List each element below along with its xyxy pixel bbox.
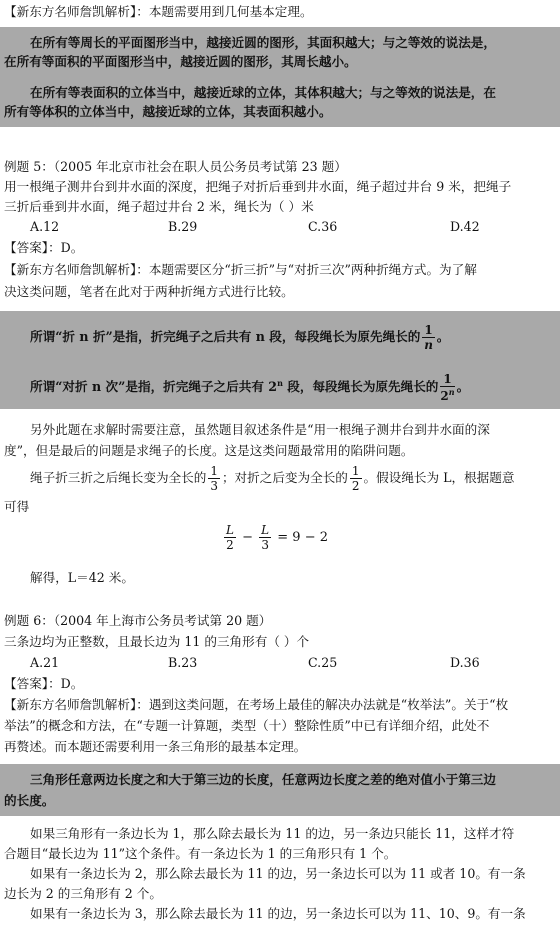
option-b: B.23 (168, 655, 198, 670)
solution: 解得，L＝42 米。 (30, 570, 134, 585)
fraction: $\frac{1}{n}$ (424, 323, 433, 352)
paragraph: 边长为 2 的三角形有 2 个。 (4, 886, 162, 901)
fraction: $\frac{1}{2}$ (351, 464, 360, 493)
explanation: 再赘述。而本题还需要利用一条三角形的最基本定理。 (4, 739, 307, 754)
theorem-text: 在所有等面积的平面图形当中，越接近圆的图形，其周长越小。 (4, 54, 357, 69)
explanation: 举法”的概念和方法，在“专题一计算题，类型（十）整除性质”中已有详细介绍，此处不 (4, 718, 490, 733)
paragraph: 另外此题在求解时需要注意，虽然题目叙述条件是“用一根绳子测井台到井水面的深 (30, 422, 490, 437)
explanation: 【新东方名师詹凯解析】：本题需要区分“折三折”与“对折三次”两种折绳方式。为了解 (4, 262, 477, 277)
question-text: 用一根绳子测井台到井水面的深度，把绳子对折后垂到井水面，绳子超过井台 9 米，把绳子 (4, 179, 512, 194)
option-a: A.12 (30, 219, 60, 234)
fraction: $\frac{1}{3}$ (210, 464, 218, 493)
options-row (4, 653, 556, 672)
answer: 【答案】：D。 (4, 676, 84, 691)
fraction: $\frac{L}{3}$ (261, 523, 270, 552)
example-6-heading: 例题 6：（2004 年上海市公务员考试第 20 题） (4, 613, 272, 628)
theorem-text: 所有等体积的立体当中，越接近球的立体，其表面积越小。 (4, 104, 332, 119)
analysis-tag: 【新东方名师詹凯解析】 (4, 262, 137, 277)
option-c: C.25 (308, 655, 338, 670)
intro-line: 【新东方名师詹凯解析】：本题需要用到几何基本定理。 (4, 4, 313, 19)
option-b: B.29 (168, 219, 198, 234)
theorem-text: 的长度。 (4, 793, 55, 808)
fraction: $\frac{L}{2}$ (226, 523, 234, 552)
paragraph: 合题目“最长边为 11”这个条件。有一条边长为 1 的三角形只有 1 个。 (4, 846, 397, 861)
options-row (4, 217, 556, 236)
paragraph: 绳子折三折之后绳长变为全长的 $\frac{1}{3}$ ；对折之后变为全长的 $\frac{1}{2}$ 。假设绳长为 L，根据题意 (30, 464, 515, 493)
paragraph: 如果有一条边长为 3，那么除去最长为 11 的边，另一条边长可以为 11、10、9。有一条 (30, 906, 526, 921)
question-text: 三折后垂到井水面，绳子超过井台 2 米，绳长为（ ）米 (4, 199, 314, 214)
question-text: 三条边均为正整数，且最长边为 11 的三角形有（ ）个 (4, 634, 310, 649)
theorem-text: 在所有等周长的平面图形当中，越接近圆的图形，其面积越大；与之等效的说法是， (30, 35, 496, 50)
answer: 【答案】：D。 (4, 240, 84, 255)
explanation: 决这类问题，笔者在此对于两种折绳方式进行比较。 (4, 284, 294, 299)
explanation: 【新东方名师詹凯解析】：遇到这类问题，在考场上最佳的解决办法就是“枚举法”。关于“枚 (4, 697, 509, 712)
option-d: D.36 (450, 655, 480, 670)
paragraph: 如果三角形有一条边长为 1，那么除去最长为 11 的边，另一条边只能长 11，这样才符 (30, 826, 515, 841)
definition-double-n: 所谓“对折 n 次”是指，折完绳子之后共有 2$^n$ 段，每段绳长为原先绳长的 $\frac{1}{2^n}$ 。 (30, 372, 470, 404)
analysis-tag: 【新东方名师詹凯解析】 (4, 697, 137, 712)
analysis-tag: 【新东方名师詹凯解析】 (4, 4, 137, 19)
paragraph: 如果有一条边长为 2，那么除去最长为 11 的边，另一条边长可以为 11 或者 10。有一条 (30, 866, 526, 881)
theorem-text: 在所有等表面积的立体当中，越接近球的立体，其体积越大；与之等效的说法是，在 (30, 85, 496, 100)
definition-fold-n: 所谓“折 n 折”是指，折完绳子之后共有 n 段，每段绳长为原先绳长的 $\frac{1}{n}$ 。 (30, 323, 450, 352)
theorem-text: 三角形任意两边长度之和大于第三边的长度，任意两边长度之差的绝对值小于第三边 (30, 772, 496, 787)
fraction: $\frac{1}{2^n}$ (440, 372, 455, 404)
example-5-heading: 例题 5：（2005 年北京市社会在职人员公务员考试第 23 题） (4, 159, 347, 174)
option-c: C.36 (308, 219, 338, 234)
paragraph: 度”，但是最后的问题是求绳子的长度。这是这类问题最常用的陷阱问题。 (4, 443, 414, 458)
option-a: A.21 (30, 655, 60, 670)
equation: $\frac{L}{2}$ − $\frac{L}{3}$ = 9 − 2 (226, 523, 328, 552)
option-d: D.42 (450, 219, 480, 234)
paragraph: 可得 (4, 499, 30, 514)
